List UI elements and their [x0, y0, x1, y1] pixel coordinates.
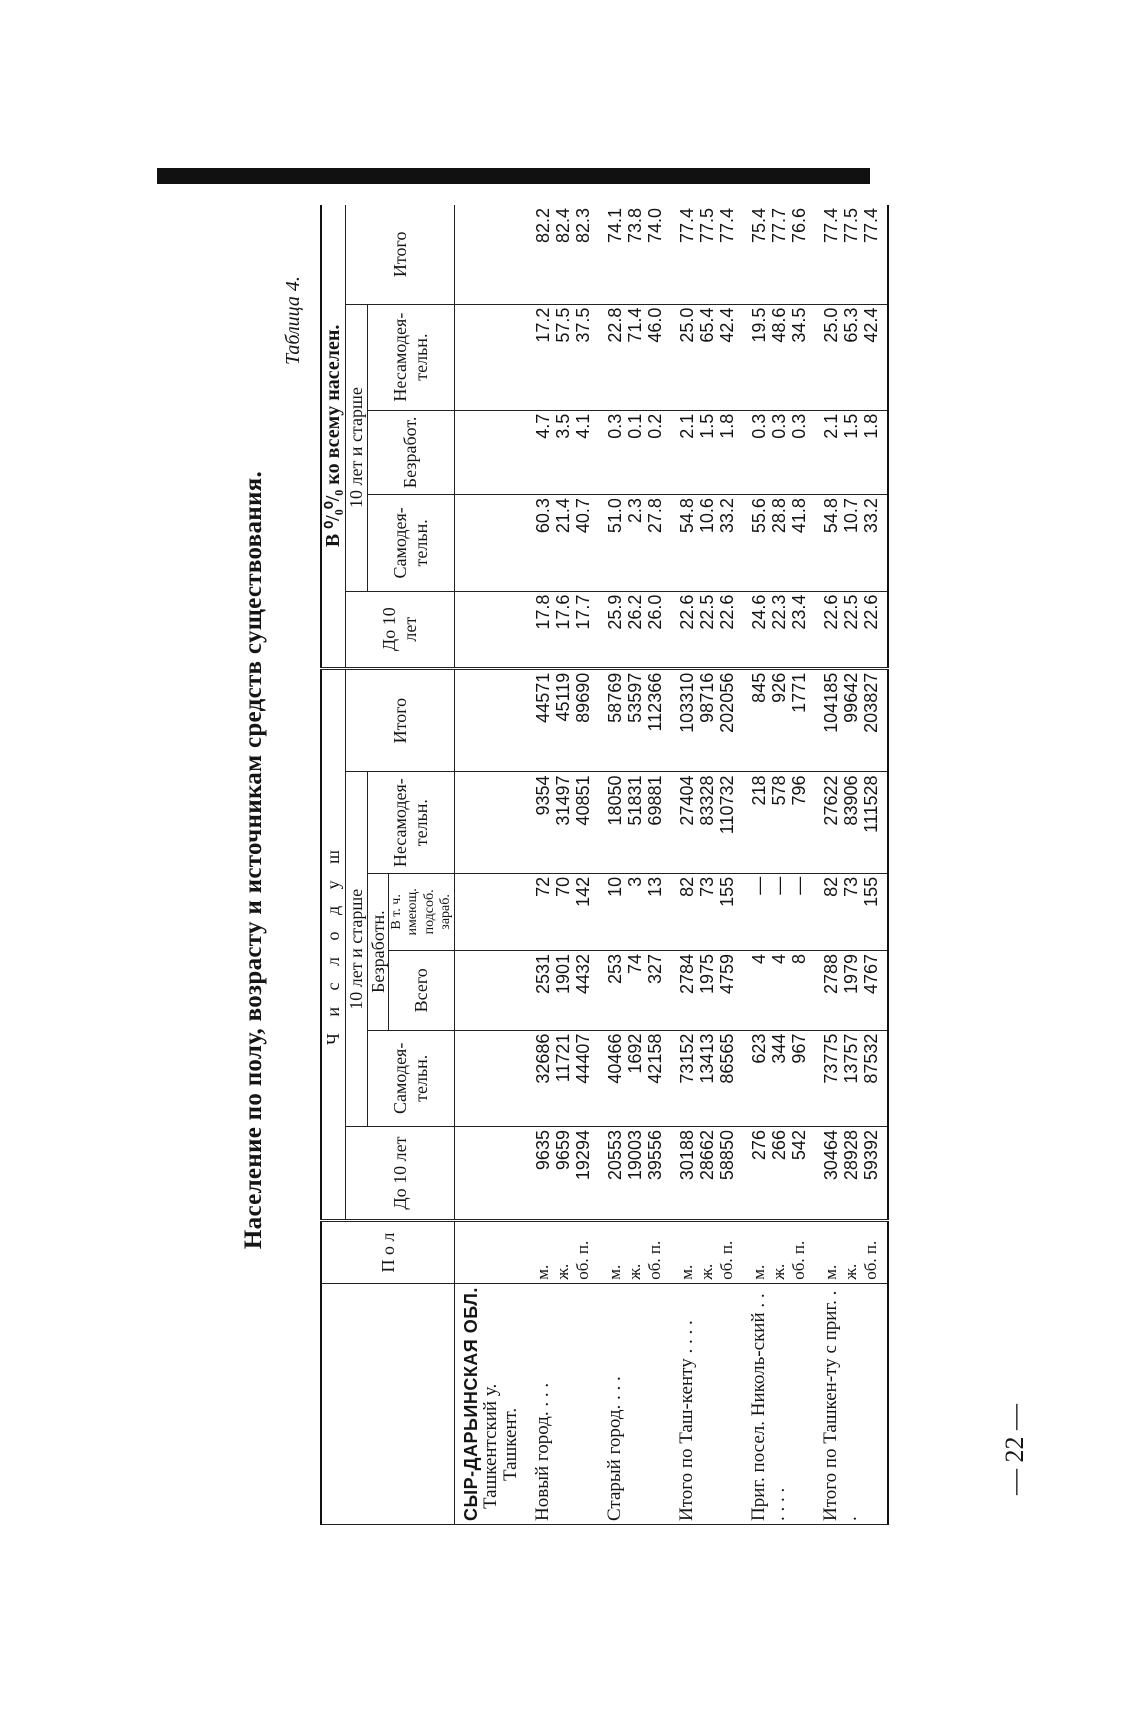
row-name	[743, 1283, 815, 1524]
cell-do10	[599, 1127, 671, 1221]
cell-value: 202056	[716, 672, 737, 733]
cell-value: 1.8	[716, 413, 737, 439]
cell-itogo	[815, 668, 888, 772]
cell-value: 0.3	[604, 413, 625, 439]
cell-value: 77.4	[676, 208, 697, 244]
cell-value: 22.6	[676, 594, 697, 630]
region-title-cell	[454, 1283, 527, 1524]
cell-value: 22.8	[604, 307, 625, 343]
cell-value: 2788	[820, 953, 841, 995]
cell-p-bezrabot	[671, 410, 743, 494]
cell-value: 4	[768, 953, 789, 964]
cell-value: 60.3	[532, 498, 553, 534]
row-sex	[527, 1221, 599, 1284]
sex-label: ж.	[840, 1263, 860, 1280]
cell-value: 10.7	[840, 498, 861, 534]
cell-do10	[527, 1127, 599, 1221]
header-pct-do10: До 10 лет	[346, 591, 455, 668]
cell-value: 37.5	[572, 307, 593, 343]
cell-value: 42158	[644, 1033, 665, 1084]
sex-label: об. п.	[572, 1240, 592, 1280]
cell-value: 19003	[624, 1130, 645, 1181]
header-age10: 10 лет и старше	[346, 772, 368, 1127]
header-pct-nesamodeyat: Несамодея-тельн.	[367, 304, 454, 410]
cell-value: 25.9	[604, 594, 625, 630]
table-row	[599, 205, 671, 1525]
sex-label: м.	[676, 1264, 696, 1280]
cell-value: 82	[676, 876, 697, 897]
cell-value: 46.0	[644, 307, 665, 343]
cell-value: 1692	[624, 1033, 645, 1074]
cell-value: 83906	[840, 775, 861, 826]
cell-value: 203827	[860, 672, 881, 733]
cell-p-itogo	[527, 205, 599, 304]
cell-value: 0.2	[644, 413, 665, 439]
cell-value: 845	[748, 672, 769, 703]
cell-value: 73	[696, 876, 717, 897]
cell-value: 9659	[552, 1130, 573, 1171]
cell-p-bezrabot	[599, 410, 671, 494]
cell-value: 2531	[532, 953, 553, 995]
cell-value: 926	[768, 672, 789, 703]
region-title: СЫР-ДАРЬИНСКАЯ ОБЛ.	[460, 1287, 481, 1521]
cell-value: 18050	[604, 775, 625, 826]
cell-value: 32686	[532, 1033, 553, 1084]
cell-value: 155	[716, 876, 737, 907]
cell-value: 0.3	[788, 413, 809, 439]
table-row	[815, 205, 888, 1525]
row-name-text: Новый город. . . .	[531, 1382, 553, 1521]
cell-value: 327	[644, 953, 665, 985]
cell-value: 796	[788, 775, 809, 806]
header-region	[321, 1283, 454, 1524]
sex-label: об. п.	[788, 1240, 808, 1280]
header-pol: П о л	[321, 1221, 454, 1284]
cell-value: 77.4	[820, 208, 841, 244]
cell-value: 28928	[840, 1130, 861, 1181]
cell-value: 276	[748, 1130, 769, 1161]
cell-nesamodeyat	[599, 772, 671, 873]
cell-value: 112366	[644, 672, 665, 732]
cell-value: 22.5	[696, 594, 717, 630]
cell-value: 1771	[788, 672, 809, 713]
cell-value: —	[748, 876, 769, 895]
cell-value: 23.4	[788, 594, 809, 630]
cell-value: 40466	[604, 1033, 625, 1084]
cell-v-t-ch	[815, 873, 888, 950]
cell-p-samodeyat	[671, 495, 743, 591]
cell-p-do10	[743, 591, 815, 668]
cell-value: 72	[532, 876, 553, 897]
sex-label: м.	[748, 1264, 768, 1280]
cell-value: 2.1	[820, 413, 841, 439]
cell-value: 25.0	[820, 307, 841, 343]
cell-p-bezrabot	[815, 410, 888, 494]
cell-p-nesamodeyat	[527, 304, 599, 410]
cell-value: 4.7	[532, 413, 553, 439]
sex-label: м.	[532, 1264, 552, 1280]
cell-value: 542	[788, 1130, 809, 1161]
cell-nesamodeyat	[527, 772, 599, 873]
cell-p-bezrabot	[527, 410, 599, 494]
cell-p-nesamodeyat	[671, 304, 743, 410]
row-name	[527, 1283, 599, 1524]
cell-value: 1.8	[860, 413, 881, 439]
cell-value: 22.6	[860, 594, 881, 630]
cell-value: 45119	[552, 672, 573, 722]
cell-value: 103310	[676, 672, 697, 733]
table-row	[527, 205, 599, 1525]
cell-samodeyat	[599, 1030, 671, 1126]
cell-p-nesamodeyat	[599, 304, 671, 410]
cell-p-do10	[815, 591, 888, 668]
cell-value: 26.2	[624, 594, 645, 630]
cell-value: 73.8	[624, 208, 645, 244]
cell-value: 30464	[820, 1130, 841, 1181]
cell-p-do10	[671, 591, 743, 668]
cell-vsego	[671, 950, 743, 1030]
cell-value: 74.0	[644, 208, 665, 244]
header-do10: До 10 лет	[346, 1127, 455, 1221]
cell-p-do10	[599, 591, 671, 668]
cell-p-nesamodeyat	[743, 304, 815, 410]
cell-value: 82.2	[532, 208, 553, 244]
cell-p-itogo	[599, 205, 671, 304]
cell-value: 22.3	[768, 594, 789, 630]
cell-samodeyat	[815, 1030, 888, 1126]
cell-value: 22.6	[716, 594, 737, 630]
cell-itogo	[743, 668, 815, 772]
header-pct-bezrabot: Безработ.	[367, 410, 454, 494]
cell-value: 104185	[820, 672, 841, 733]
cell-do10	[743, 1127, 815, 1221]
cell-vsego	[599, 950, 671, 1030]
cell-value: 30188	[676, 1130, 697, 1181]
cell-value: 77.5	[840, 208, 861, 244]
cell-value: 1.5	[696, 413, 717, 439]
subregion: Ташкентский у.	[479, 1383, 501, 1509]
cell-value: 344	[768, 1033, 789, 1064]
page-number: — 22 —	[1000, 1404, 1029, 1495]
cell-value: 82.4	[552, 208, 573, 244]
cell-value: 98716	[696, 672, 717, 723]
cell-value: 99642	[840, 672, 861, 723]
cell-p-itogo	[671, 205, 743, 304]
cell-nesamodeyat	[671, 772, 743, 873]
cell-value: 86565	[716, 1033, 737, 1084]
header-bezrabot: Безработн.	[367, 873, 389, 1030]
cell-vsego	[743, 950, 815, 1030]
row-name-text: Итого по Ташкен-ту с приг. . .	[819, 1290, 861, 1521]
cell-value: 11721	[552, 1033, 573, 1083]
cell-value: 578	[768, 775, 789, 806]
cell-samodeyat	[527, 1030, 599, 1126]
cell-value: 54.8	[676, 498, 697, 534]
row-sex	[671, 1221, 743, 1284]
cell-p-samodeyat	[743, 495, 815, 591]
sex-label: ж.	[768, 1263, 788, 1280]
cell-value: 623	[748, 1033, 769, 1064]
cell-p-itogo	[743, 205, 815, 304]
cell-p-itogo	[815, 205, 888, 304]
cell-value: 155	[860, 876, 881, 907]
cell-value: 17.7	[572, 594, 593, 630]
cell-value: 75.4	[748, 208, 769, 244]
cell-value: 42.4	[716, 307, 737, 343]
cell-value: 44571	[532, 672, 553, 723]
cell-value: 53597	[624, 672, 645, 723]
cell-nesamodeyat	[743, 772, 815, 873]
cell-samodeyat	[671, 1030, 743, 1126]
cell-value: 42.4	[860, 307, 881, 343]
cell-value: 27.8	[644, 498, 665, 534]
header-pct-itogo: Итого	[346, 205, 455, 304]
cell-value: 110732	[716, 775, 737, 835]
row-name-text: Итого по Таш-кенту . . . .	[675, 1320, 697, 1521]
header-vsego: Всего	[389, 950, 454, 1030]
row-name-text: Старый город. . . .	[603, 1376, 625, 1521]
cell-value: 87532	[860, 1033, 881, 1084]
cell-do10	[815, 1127, 888, 1221]
cell-value: 51.0	[604, 498, 625, 534]
cell-value: 31497	[552, 775, 573, 826]
cell-value: 41.8	[788, 498, 809, 534]
header-pct-age10: 10 лет и старше	[346, 304, 368, 591]
cell-value: 9354	[532, 775, 553, 816]
cell-v-t-ch	[743, 873, 815, 950]
cell-value: 9635	[532, 1130, 553, 1171]
cell-value: 76.6	[788, 208, 809, 244]
row-sex	[815, 1221, 888, 1284]
cell-p-bezrabot	[743, 410, 815, 494]
row-name-text: Приг. посел. Николь-ский . . . . . .	[747, 1293, 789, 1521]
cell-value: 59392	[860, 1130, 881, 1181]
cell-p-samodeyat	[527, 495, 599, 591]
cell-value: 4759	[716, 953, 737, 995]
cell-value: 19294	[572, 1130, 593, 1181]
cell-vsego	[815, 950, 888, 1030]
cell-itogo	[527, 668, 599, 772]
header-nesamodeyat: Несамодея-тельн.	[367, 772, 454, 873]
cell-p-samodeyat	[815, 495, 888, 591]
cell-itogo	[599, 668, 671, 772]
cell-p-nesamodeyat	[815, 304, 888, 410]
header-pct-samodeyat: Самодея-тельн.	[367, 495, 454, 591]
cell-value: 82	[820, 876, 841, 897]
cell-value: 13413	[696, 1033, 717, 1084]
cell-value: 83328	[696, 775, 717, 826]
cell-value: 48.6	[768, 307, 789, 343]
cell-value: 54.8	[820, 498, 841, 534]
cell-value: 20553	[604, 1130, 625, 1181]
cell-value: 22.6	[820, 594, 841, 630]
cell-value: 10	[604, 876, 625, 897]
cell-value: 21.4	[552, 498, 573, 534]
cell-value: 10.6	[696, 498, 717, 534]
cell-value: 2.1	[676, 413, 697, 439]
cell-v-t-ch	[671, 873, 743, 950]
cell-value: 3.5	[552, 413, 573, 439]
cell-value: 73775	[820, 1033, 841, 1084]
cell-value: 17.6	[552, 594, 573, 630]
cell-value: 13	[644, 876, 665, 897]
header-samodeyat: Самодея-тельн.	[367, 1030, 454, 1126]
cell-value: 33.2	[860, 498, 881, 534]
rotated-table-area	[240, 195, 1040, 1525]
cell-value: 77.7	[768, 208, 789, 244]
cell-value: 73152	[676, 1033, 697, 1084]
cell-value: 28.8	[768, 498, 789, 534]
cell-value: —	[768, 876, 789, 895]
cell-value: 218	[748, 775, 769, 806]
row-name	[599, 1283, 671, 1524]
cell-value: 69881	[644, 775, 665, 826]
cell-value: 24.6	[748, 594, 769, 630]
cell-value: 4432	[572, 953, 593, 995]
cell-value: —	[788, 876, 809, 895]
cell-value: 71.4	[624, 307, 645, 343]
cell-value: 27404	[676, 775, 697, 826]
cell-value: 73	[840, 876, 861, 897]
cell-value: 74.1	[604, 208, 625, 244]
cell-vsego	[527, 950, 599, 1030]
top-rule	[157, 168, 870, 184]
cell-value: 65.4	[696, 307, 717, 343]
sex-label: ж.	[624, 1263, 644, 1280]
cell-value: 40.7	[572, 498, 593, 534]
row-sex	[743, 1221, 815, 1284]
cell-value: 89690	[572, 672, 593, 723]
cell-value: 40851	[572, 775, 593, 826]
cell-value: 1979	[840, 953, 861, 995]
row-sex	[599, 1221, 671, 1284]
cell-value: 77.4	[716, 208, 737, 244]
sex-label: м.	[820, 1264, 840, 1280]
cell-value: 13757	[840, 1033, 861, 1084]
header-v-t-ch: В т. ч. имеющ. подсоб. зараб.	[389, 873, 454, 950]
cell-v-t-ch	[527, 873, 599, 950]
sex-label: ж.	[696, 1263, 716, 1280]
sex-label: об. п.	[860, 1240, 880, 1280]
cell-value: 58850	[716, 1130, 737, 1181]
sex-label: об. п.	[644, 1240, 664, 1280]
cell-value: 0.1	[624, 413, 645, 439]
cell-value: 22.5	[840, 594, 861, 630]
cell-value: 44407	[572, 1033, 593, 1084]
city: Ташкент.	[499, 1407, 521, 1481]
cell-value: 77.4	[860, 208, 881, 244]
page-title: Население по полу, возрасту и источникам средств существования.	[240, 470, 267, 1250]
table-row	[671, 205, 743, 1525]
cell-value: 3	[624, 876, 645, 887]
row-name	[671, 1283, 743, 1524]
cell-value: 28662	[696, 1130, 717, 1181]
cell-value: 33.2	[716, 498, 737, 534]
cell-do10	[671, 1127, 743, 1221]
sex-label: об. п.	[716, 1240, 736, 1280]
cell-value: 26.0	[644, 594, 665, 630]
cell-p-do10	[527, 591, 599, 668]
cell-value: 4767	[860, 953, 881, 995]
cell-value: 57.5	[552, 307, 573, 343]
cell-value: 65.3	[840, 307, 861, 343]
cell-nesamodeyat	[815, 772, 888, 873]
row-name	[815, 1283, 888, 1524]
header-pct: В ⁰/₀⁰/₀ ко всему населен.	[321, 205, 346, 668]
cell-value: 111528	[860, 775, 881, 833]
cell-v-t-ch	[599, 873, 671, 950]
header-itogo: Итого	[346, 668, 455, 772]
cell-value: 77.5	[696, 208, 717, 244]
sex-label: ж.	[552, 1263, 572, 1280]
cell-value: 4.1	[572, 413, 593, 439]
cell-value: 17.2	[532, 307, 553, 343]
sex-label: м.	[604, 1264, 624, 1280]
header-chislo-dush: Ч и с л о д у ш	[321, 668, 346, 1220]
cell-value: 17.8	[532, 594, 553, 630]
cell-value: 2784	[676, 953, 697, 995]
cell-samodeyat	[743, 1030, 815, 1126]
cell-value: 27622	[820, 775, 841, 826]
cell-value: 70	[552, 876, 573, 897]
cell-value: 1.5	[840, 413, 861, 439]
cell-value: 25.0	[676, 307, 697, 343]
cell-value: 74	[624, 953, 645, 974]
table-row	[743, 205, 815, 1525]
cell-value: 4	[748, 953, 769, 964]
cell-value: 1975	[696, 953, 717, 995]
population-table	[320, 205, 889, 1525]
cell-value: 58769	[604, 672, 625, 723]
cell-value: 253	[604, 953, 625, 985]
cell-value: 39556	[644, 1130, 665, 1181]
cell-itogo	[671, 668, 743, 772]
cell-value: 55.6	[748, 498, 769, 534]
cell-value: 266	[768, 1130, 789, 1161]
cell-value: 51831	[624, 775, 645, 826]
cell-value: 967	[788, 1033, 809, 1064]
cell-p-samodeyat	[599, 495, 671, 591]
cell-value: 8	[788, 953, 809, 964]
cell-value: 34.5	[788, 307, 809, 343]
cell-value: 1901	[552, 953, 573, 995]
cell-value: 19.5	[748, 307, 769, 343]
cell-value: 142	[572, 876, 593, 907]
cell-value: 2.3	[624, 498, 645, 524]
cell-value: 82.3	[572, 208, 593, 244]
table-label: Таблица 4.	[282, 276, 304, 365]
cell-value: 0.3	[748, 413, 769, 439]
cell-value: 0.3	[768, 413, 789, 439]
